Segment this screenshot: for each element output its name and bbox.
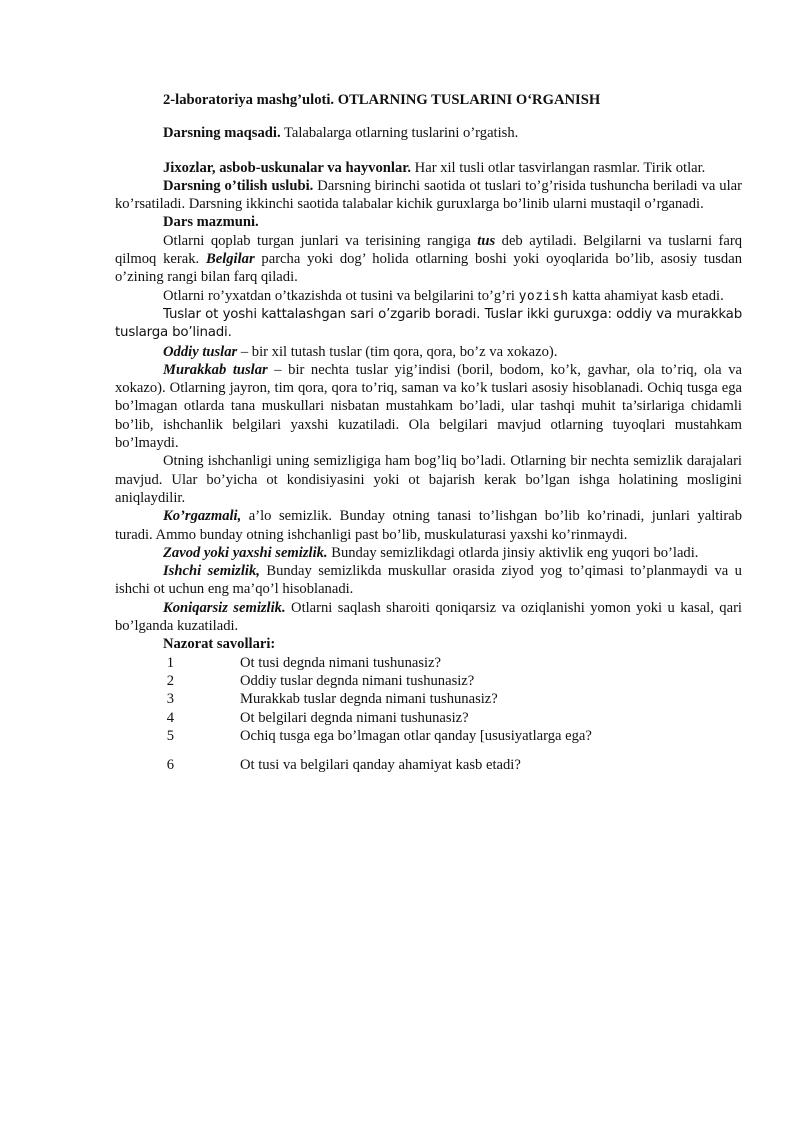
para2-text-a: Otlarni ro’yxatdan o’tkazishda ot tusini va belgilarini to’g’ri — [163, 287, 519, 304]
question-number: 6 — [166, 757, 174, 774]
question-number: 4 — [166, 709, 174, 726]
poor-text: Otlarni saqlash sharoiti qoniqarsiz va oziqlanishi yomon yoki u kasal, qari bo’lganda kuzatiladi. — [115, 599, 742, 635]
question-item — [115, 654, 742, 672]
question-number: 5 — [166, 727, 174, 744]
method-label: Darsning o’tilish uslubi. — [163, 177, 314, 194]
question-item — [115, 672, 742, 690]
tools-text: Har xil tusli otlar tasvirlangan rasmlar. Tirik otlar. — [411, 159, 706, 176]
document-page — [115, 91, 742, 774]
content-heading: Dars mazmuni. — [163, 214, 259, 231]
para1-text-c: parcha yoki dog’ holida otlarning boshi yoki oyoqlarida bo’lib, asosiy tusdan o’zining rangi bilan farq qiladi. — [115, 251, 742, 286]
color-definition-paragraph — [115, 232, 742, 287]
term-tus: tus — [477, 232, 496, 249]
question-text: Ot belgilari degnda nimani tushunasiz? — [240, 709, 469, 726]
term-ishchi: Ishchi semizlik, — [163, 563, 260, 580]
question-text: Ochiq tusga ega bo’lmagan otlar qanday [ususiyatlarga ega? — [240, 727, 592, 744]
question-number: 1 — [166, 654, 174, 671]
question-text: Murakkab tuslar degnda nimani tushunasiz? — [240, 691, 498, 708]
question-number: 3 — [166, 691, 174, 708]
breeding-fatness-paragraph — [115, 544, 742, 562]
tools-label: Jixozlar, asbob-uskunalar va hayvonlar. — [163, 159, 412, 176]
word-yozish: yozish — [518, 288, 569, 304]
aim-text: Talabalarga otlarning tuslarini o’rgatish. — [280, 125, 519, 142]
questions-heading: Nazorat savollari: — [163, 636, 276, 653]
method-paragraph — [115, 177, 742, 214]
term-murakkab-tuslar: Murakkab tuslar — [163, 361, 268, 378]
poor-fatness-paragraph — [115, 599, 742, 636]
para2-text-b: katta ahamiyat kasb etadi. — [568, 287, 724, 304]
term-korgazmali: Ko’rgazmali, — [163, 508, 242, 525]
registration-paragraph — [115, 287, 742, 306]
question-item — [115, 756, 742, 774]
method-text: Darsning birinchi saotida ot tuslari to’g’risida tushuncha beriladi va ular ko’rsatiladi. Darsning ikkinchi saotida talabalar kichik guruxlarga bo’linib ularni mustaqil o’rganadi. — [115, 177, 743, 213]
question-item — [115, 727, 742, 745]
question-item — [115, 690, 742, 708]
tools-paragraph — [115, 159, 742, 177]
fatness-paragraph: Otning ishchanligi uning semizligiga ham bog’liq bo’ladi. Otlarning bir nechta semizlik darajalari mavjud. Ular bo’yicha ot kondisiyasini yoki ot bajarish kerak bo’lgan ishga holatining mosligini aniqlaydilir. — [115, 453, 742, 506]
aim-paragraph — [115, 124, 742, 142]
question-item — [115, 709, 742, 727]
working-fatness-paragraph — [115, 562, 742, 599]
working-text: Bunday semizlikda muskullar orasida ziyod yog to’qimasi to’planmaydi va u ishchi ot uchun eng ma’qo’l hisoblanadi. — [115, 563, 742, 598]
para1-text-b: deb aytiladi. Belgilarni va tuslarni farq qilmoq kerak. — [115, 232, 743, 268]
page-title: 2-laboratoriya mashg’uloti. OTLARNING TUSLARINI O‘RGANISH — [163, 92, 601, 108]
question-text: Ot tusi va belgilari qanday ahamiyat kasb etadi? — [240, 757, 521, 774]
term-koniqarsiz: Koniqarsiz semizlik. — [163, 599, 286, 616]
simple-colors-paragraph — [115, 343, 742, 361]
question-text: Oddiy tuslar degnda nimani tushunasiz? — [240, 672, 475, 689]
term-zavod: Zavod yoki yaxshi semizlik. — [163, 544, 328, 561]
show-fatness-paragraph — [115, 507, 742, 544]
aim-label: Darsning maqsadi. — [163, 125, 281, 142]
para1-text-a: Otlarni qoplab turgan junlari va terisining rangiga — [163, 232, 478, 249]
groups-paragraph: Tuslar ot yoshi kattalashgan sari o’zgarib boradi. Tuslar ikki guruxga: oddiy va murakkab tuslarga bo’linadi. — [115, 306, 742, 341]
simple-text: – bir xil tutash tuslar (tim qora, qora, bo’z va xokazo). — [237, 343, 558, 360]
complex-text: – bir nechta tuslar yig’indisi (boril, bodom, ko’k, gavhar, ola to’riq, ola va xokazo). Otlarning jayron, tim qora, qora to’riq, saman va ko’k tuslari asosiy hisoblanadi. Ochiq tusga ega bo’lmagan otlarda tana muskullari nisbatan mustahkam bo’ladi, ular tashqi muhit ta’sirlariga chidamli bo’lib, ishchanlik belgilari yaxshi kuzatiladi. Ola belgilari mavjud otlarning tuyoqlari mustahkam bo’lmaydi. — [115, 361, 742, 452]
term-oddiy-tuslar: Oddiy tuslar — [163, 343, 238, 360]
questions-list — [115, 654, 742, 775]
question-number: 2 — [166, 672, 174, 689]
breeding-text: Bunday semizlikdagi otlarda jinsiy aktivlik eng yuqori bo’ladi. — [327, 544, 699, 561]
show-text: a’lo semizlik. Bunday otning tanasi to’lishgan bo’lib ko’rinadi, junlari yaltirab turadi. Ammo bunday otning ishchanligi past bo’lib, muskulaturasi yaxshi ko’rinmaydi. — [115, 508, 742, 543]
question-text: Ot tusi degnda nimani tushunasiz? — [240, 654, 442, 671]
term-belgilar: Belgilar — [205, 251, 255, 268]
complex-colors-paragraph — [115, 361, 742, 452]
